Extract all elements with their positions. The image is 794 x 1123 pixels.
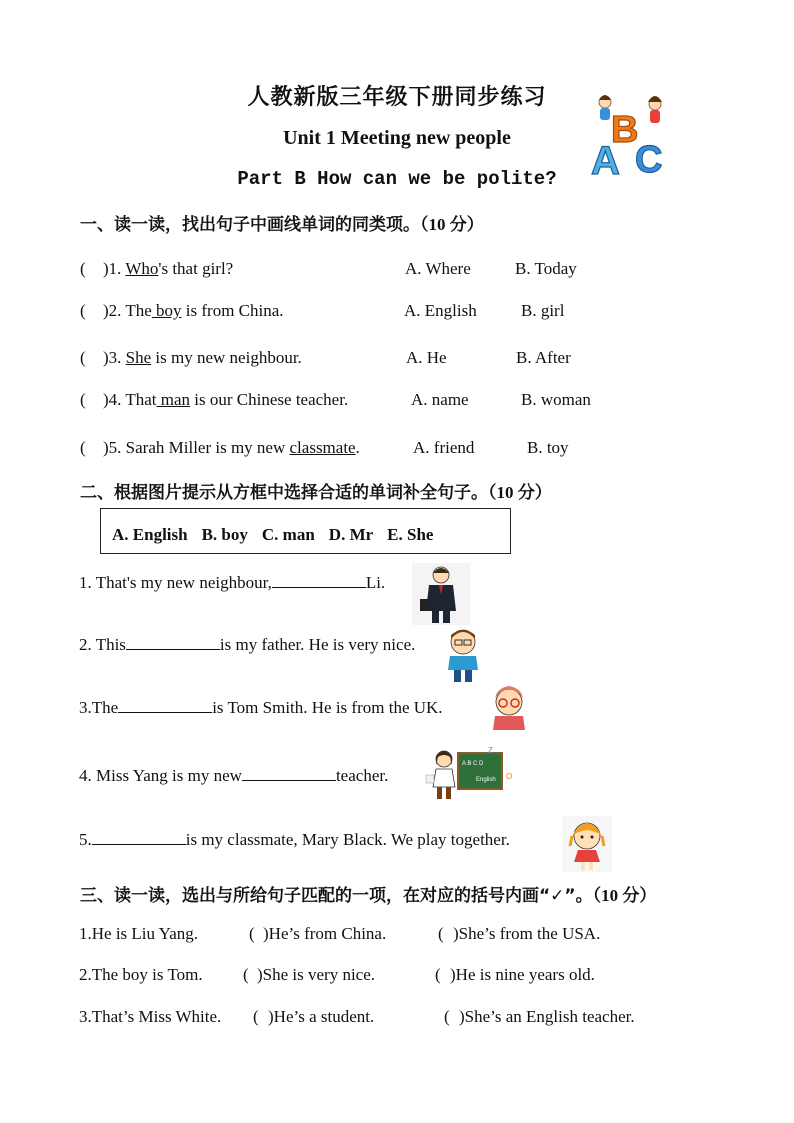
word-option: B. boy [201,525,248,544]
option-b: B. woman [521,390,591,409]
answer-paren[interactable]: ( [80,438,86,457]
section1-score: （10 分） [420,215,484,234]
section2-score: （10 分） [488,483,552,502]
svg-text:A B C D: A B C D [462,761,484,767]
word-option: D. Mr [328,525,374,544]
option-b: B. toy [527,438,569,457]
svg-text:B: B [611,109,639,151]
s2-sentence-5 [79,829,510,851]
question-number: )3. [103,348,126,367]
word-option: A. English [112,525,188,544]
choice-a: )He’s from China. [263,924,387,943]
s2-sentence-3 [79,697,443,719]
answer-paren[interactable]: ( [80,390,86,409]
question-number: )1. [103,259,126,278]
boy-glasses-icon [483,684,535,734]
question-number: )5. [103,438,126,457]
word-bank-box [100,508,511,554]
section2-heading-text: 二、根据图片提示从方框中选择合适的单词补全句子。 [80,483,488,503]
answer-paren-b[interactable]: ( [438,924,444,943]
unit-title: Unit 1 Meeting new people [283,127,511,149]
section2-heading [80,478,552,503]
fill-blank[interactable] [118,697,212,713]
fill-blank[interactable] [126,634,220,650]
sentence-pre: 3.The [79,698,119,717]
part-title: Part B How can we be polite? [237,168,557,190]
choice-a: )He’s a student. [268,1007,375,1026]
sentence-pre: 1. That's my new neighbour, [79,573,272,592]
abc-kids-logo [585,88,677,176]
sentence-pre: That [125,390,157,409]
word-option: C. man [261,525,315,544]
s2-sentence-4 [79,765,388,787]
option-a: A. friend [413,438,475,457]
sentence-pre: 5. [79,830,92,849]
sentence-pre: 4. Miss Yang is my new [79,766,242,785]
choice-a: )She is very nice. [257,965,376,984]
father-icon [440,626,486,684]
fill-blank[interactable] [272,572,366,588]
svg-text:C: C [635,139,663,176]
sentence-post: is my new neighbour. [151,348,302,367]
option-b: B. Today [515,259,577,278]
question-sentence: 2.The boy is Tom. [79,965,203,984]
option-b: B. After [516,348,571,367]
choice-b: )She’s an English teacher. [459,1007,635,1026]
sentence-post: Li. [365,573,386,592]
answer-paren-a[interactable]: ( [249,924,255,943]
fill-blank[interactable] [92,829,186,845]
sentence-post: 's that girl? [158,259,234,278]
question-number: )2. [103,301,126,320]
underlined-word: She [125,348,152,367]
businessman-icon [412,563,470,625]
girl-icon [562,816,612,872]
answer-paren[interactable]: ( [80,348,86,367]
section1-heading [80,210,484,235]
sentence-post: is from China. [181,301,284,320]
answer-paren-a[interactable]: ( [253,1007,259,1026]
sentence-post: is Tom Smith. He is from the UK. [212,698,443,717]
section3-score: （10 分） [592,886,657,905]
option-a: A. name [411,390,469,409]
section3-heading-text: 三、读一读，选出与所给句子匹配的一项，在对应的括号内画“✓”。 [80,886,593,906]
underlined-word: man [156,390,191,409]
question-sentence: 3.That’s Miss White. [79,1007,222,1026]
answer-paren[interactable]: ( [80,301,86,320]
underlined-word: Who [125,259,159,278]
word-option: E. She [387,525,434,544]
question-number: )4. [103,390,126,409]
s2-sentence-2 [79,634,415,656]
s2-sentence-1 [79,572,385,594]
question-sentence: 1.He is Liu Yang. [79,924,199,943]
option-a: A. He [406,348,447,367]
svg-text:English: English [476,777,496,783]
option-b: B. girl [521,301,565,320]
answer-paren[interactable]: ( [80,259,86,278]
choice-b: )He is nine years old. [450,965,595,984]
section1-heading-text: 一、读一读，找出句子中画线单词的同类项。 [80,215,420,235]
sentence-post: . [355,438,360,457]
fill-blank[interactable] [242,765,336,781]
sentence-post: is my classmate, Mary Black. We play together. [185,830,510,849]
teacher-blackboard-icon [424,745,516,803]
sentence-post: is my father. He is very nice. [219,635,416,654]
answer-paren-a[interactable]: ( [243,965,249,984]
page-title: 人教新版三年级下册同步练习 [247,85,547,110]
svg-text:A: A [591,139,620,176]
choice-b: )She’s from the USA. [453,924,601,943]
answer-paren-b[interactable]: ( [444,1007,450,1026]
option-a: A. Where [405,259,471,278]
svg-text:Z: Z [488,746,493,755]
option-a: A. English [404,301,477,320]
underlined-word: classmate [289,438,356,457]
sentence-pre: The [125,301,152,320]
underlined-word: boy [151,301,182,320]
sentence-post: teacher. [335,766,389,785]
svg-text:O: O [506,772,513,781]
answer-paren-b[interactable]: ( [435,965,441,984]
sentence-pre: Sarah Miller is my new [125,438,290,457]
sentence-post: is our Chinese teacher. [190,390,349,409]
section3-heading [80,881,656,906]
sentence-pre: 2. This [79,635,126,654]
